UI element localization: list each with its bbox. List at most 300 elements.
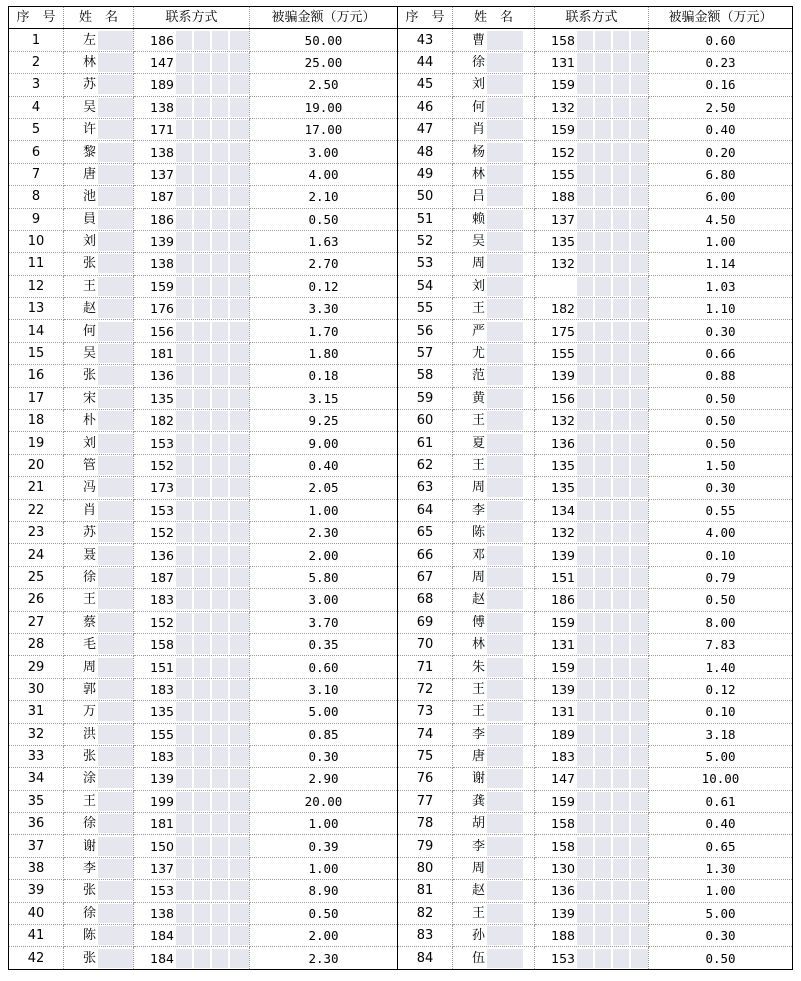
redacted-name-mask [487,389,523,408]
cell-seq: 41 [9,925,64,947]
surname: 赖 [471,211,485,227]
cell-seq: 53 [398,253,453,275]
redacted-name-mask [98,881,133,900]
table-row [9,521,793,543]
phone-prefix: 135 [551,480,575,496]
phone-prefix: 189 [551,726,575,742]
surname: 林 [82,54,96,70]
cell-name [453,477,535,499]
redacted-phone-mask [176,590,250,609]
cell-seq: 36 [9,813,64,835]
phone-prefix: 184 [150,928,174,944]
cell-amount: 0.20 [649,141,793,163]
table-row [9,857,793,879]
table-row [9,678,793,700]
table-row [9,477,793,499]
phone-prefix: 150 [150,838,174,854]
cell-name [64,230,134,252]
redacted-name-mask [98,277,133,296]
redacted-name-mask [487,411,523,430]
phone-prefix: 138 [150,99,174,115]
cell-amount: 2.90 [250,768,398,790]
cell-amount: 0.30 [649,925,793,947]
redacted-phone-mask [577,187,649,206]
phone-prefix: 136 [150,368,174,384]
redacted-phone-mask [577,344,649,363]
cell-seq: 20 [9,454,64,476]
redacted-name-mask [98,322,133,341]
cell-contact [535,29,649,51]
redacted-phone-mask [176,613,250,632]
redacted-phone-mask [577,546,649,565]
cell-contact [535,253,649,275]
cell-seq: 37 [9,835,64,857]
cell-name [453,701,535,723]
cell-name [453,74,535,96]
cell-seq: 74 [398,723,453,745]
cell-name [453,902,535,924]
redacted-name-mask [98,98,133,117]
redacted-name-mask [98,299,133,318]
cell-amount: 0.40 [649,813,793,835]
redacted-phone-mask [176,658,250,677]
redacted-name-mask [98,120,133,139]
redacted-name-mask [487,881,523,900]
redacted-name-mask [487,366,523,385]
table-row [9,29,793,51]
cell-contact [535,768,649,790]
redacted-phone-mask [577,635,649,654]
cell-name [64,701,134,723]
table-row [9,566,793,588]
cell-contact [535,74,649,96]
cell-contact [134,186,250,208]
cell-seq: 2 [9,51,64,73]
redacted-phone-mask [176,478,250,497]
cell-seq: 25 [9,566,64,588]
cell-contact [535,432,649,454]
redacted-phone-mask [176,949,250,968]
phone-prefix: 153 [551,950,575,966]
cell-name [64,835,134,857]
cell-seq: 24 [9,544,64,566]
cell-contact [134,768,250,790]
cell-name [453,365,535,387]
cell-contact [535,342,649,364]
redacted-name-mask [98,75,133,94]
cell-amount: 0.60 [649,29,793,51]
cell-seq: 71 [398,656,453,678]
redacted-phone-mask [577,568,649,587]
cell-name [453,454,535,476]
cell-name [453,745,535,767]
surname: 李 [82,861,96,877]
surname: 左 [82,32,96,48]
table-row [9,723,793,745]
phone-prefix: 132 [551,413,575,429]
redacted-phone-mask [577,501,649,520]
cell-name [64,96,134,118]
phone-prefix: 159 [551,77,575,93]
table-row [9,611,793,633]
cell-name [453,768,535,790]
cell-amount: 2.70 [250,253,398,275]
redacted-phone-mask [577,254,649,273]
phone-prefix: 186 [150,32,174,48]
table-row [9,454,793,476]
redacted-name-mask [487,322,523,341]
redacted-phone-mask [176,680,250,699]
cell-name [453,410,535,432]
cell-name [64,432,134,454]
redacted-phone-mask [577,143,649,162]
surname: 陈 [471,525,485,541]
phone-prefix: 138 [150,905,174,921]
redacted-phone-mask [577,31,649,50]
phone-prefix: 175 [551,323,575,339]
redacted-name-mask [98,53,133,72]
cell-name [453,298,535,320]
cell-name [453,633,535,655]
redacted-phone-mask [176,568,250,587]
redacted-phone-mask [577,165,649,184]
cell-name [453,141,535,163]
cell-contact [134,611,250,633]
redacted-name-mask [487,725,523,744]
cell-seq: 17 [9,387,64,409]
cell-name [64,454,134,476]
redacted-name-mask [487,254,523,273]
redacted-phone-mask [577,658,649,677]
surname: 龚 [471,793,485,809]
redacted-name-mask [487,344,523,363]
cell-seq: 79 [398,835,453,857]
phone-prefix: 171 [150,122,174,138]
redacted-phone-mask [176,837,250,856]
cell-contact [134,790,250,812]
cell-contact [535,745,649,767]
header-amount: 被骗金额（万元） [250,7,398,29]
cell-seq: 38 [9,857,64,879]
cell-contact [134,320,250,342]
cell-contact [134,701,250,723]
redacted-phone-mask [176,456,250,475]
table-row [9,342,793,364]
redacted-phone-mask [577,434,649,453]
cell-name [453,163,535,185]
surname: 周 [471,569,485,585]
redacted-name-mask [98,366,133,385]
redacted-name-mask [98,501,133,520]
cell-amount: 4.00 [250,163,398,185]
surname: 池 [82,189,96,205]
phone-prefix: 155 [551,346,575,362]
phone-prefix: 159 [551,122,575,138]
surname: 林 [471,637,485,653]
cell-amount: 0.30 [649,477,793,499]
cell-seq: 4 [9,96,64,118]
table-row [9,902,793,924]
phone-prefix: 152 [150,614,174,630]
cell-contact [134,163,250,185]
cell-contact [535,835,649,857]
cell-name [453,790,535,812]
redacted-name-mask [98,389,133,408]
redacted-name-mask [98,478,133,497]
surname: 刘 [471,278,485,294]
redacted-name-mask [487,546,523,565]
cell-name [453,925,535,947]
phone-prefix: 153 [150,883,174,899]
cell-name [453,499,535,521]
cell-seq: 59 [398,387,453,409]
cell-name [64,857,134,879]
phone-prefix: 153 [150,435,174,451]
table-row [9,589,793,611]
cell-seq: 56 [398,320,453,342]
cell-seq: 5 [9,118,64,140]
phone-prefix: 135 [551,234,575,250]
cell-amount: 3.18 [649,723,793,745]
surname: 张 [82,950,96,966]
phone-prefix: 131 [551,704,575,720]
surname: 唐 [471,749,485,765]
cell-name [64,790,134,812]
cell-name [64,208,134,230]
table-row [9,633,793,655]
cell-amount: 1.00 [649,880,793,902]
cell-contact [134,454,250,476]
surname: 林 [471,166,485,182]
redacted-phone-mask [176,546,250,565]
phone-prefix: 176 [150,301,174,317]
cell-amount: 2.00 [250,925,398,947]
cell-contact [134,745,250,767]
redacted-name-mask [487,143,523,162]
redacted-name-mask [487,680,523,699]
surname: 周 [471,861,485,877]
surname: 王 [471,681,485,697]
cell-amount: 6.00 [649,186,793,208]
redacted-phone-mask [176,277,250,296]
cell-name [64,611,134,633]
table-row [9,947,793,969]
table-row [9,432,793,454]
cell-seq: 51 [398,208,453,230]
cell-amount: 0.12 [649,678,793,700]
cell-seq: 57 [398,342,453,364]
redacted-name-mask [98,725,133,744]
cell-contact [134,29,250,51]
cell-amount: 2.50 [250,74,398,96]
cell-seq: 46 [398,96,453,118]
cell-contact [134,947,250,969]
redacted-name-mask [98,456,133,475]
phone-prefix: 151 [551,569,575,585]
surname: 李 [471,726,485,742]
cell-contact [134,253,250,275]
cell-name [453,96,535,118]
cell-name [64,589,134,611]
cell-amount: 1.00 [649,230,793,252]
cell-amount: 0.40 [250,454,398,476]
cell-amount: 0.16 [649,74,793,96]
cell-name [64,298,134,320]
redacted-phone-mask [176,254,250,273]
cell-amount: 1.10 [649,298,793,320]
table-row [9,253,793,275]
cell-amount: 10.00 [649,768,793,790]
redacted-name-mask [98,232,133,251]
cell-name [64,880,134,902]
redacted-phone-mask [577,210,649,229]
cell-amount: 0.40 [649,118,793,140]
cell-seq: 28 [9,633,64,655]
cell-seq: 19 [9,432,64,454]
cell-amount: 19.00 [250,96,398,118]
cell-amount: 1.30 [649,857,793,879]
phone-prefix: 187 [150,569,174,585]
phone-prefix: 152 [551,144,575,160]
cell-seq: 64 [398,499,453,521]
cell-name [453,880,535,902]
redacted-name-mask [98,31,133,50]
table-row [9,365,793,387]
cell-amount: 0.30 [250,745,398,767]
surname: 周 [471,480,485,496]
cell-contact [535,701,649,723]
header-amount: 被骗金额（万元） [649,7,793,29]
phone-prefix: 139 [150,234,174,250]
surname: 苏 [82,525,96,541]
redacted-name-mask [98,210,133,229]
redacted-name-mask [98,769,133,788]
surname: 何 [82,323,96,339]
cell-amount: 0.50 [250,902,398,924]
cell-name [453,521,535,543]
surname: 肖 [471,122,485,138]
cell-seq: 48 [398,141,453,163]
cell-contact [535,51,649,73]
surname: 伍 [471,950,485,966]
cell-name [64,678,134,700]
redacted-name-mask [487,501,523,520]
surname: 冯 [82,480,96,496]
cell-name [64,51,134,73]
cell-amount: 2.10 [250,186,398,208]
cell-amount: 5.00 [250,701,398,723]
redacted-name-mask [487,814,523,833]
cell-name [453,208,535,230]
redacted-name-mask [98,926,133,945]
cell-contact [134,656,250,678]
phone-prefix: 156 [551,390,575,406]
redacted-name-mask [487,635,523,654]
cell-name [64,499,134,521]
cell-name [64,387,134,409]
table-row [9,320,793,342]
redacted-phone-mask [577,98,649,117]
cell-name [64,544,134,566]
phone-prefix: 152 [150,525,174,541]
surname: 王 [471,458,485,473]
redacted-phone-mask [577,411,649,430]
redacted-name-mask [98,165,133,184]
redacted-name-mask [98,590,133,609]
cell-seq: 15 [9,342,64,364]
header-name: 姓 名 [453,7,535,29]
cell-name [453,186,535,208]
cell-seq: 34 [9,768,64,790]
table-row [9,118,793,140]
redacted-phone-mask [176,411,250,430]
redacted-name-mask [98,904,133,923]
cell-amount: 0.35 [250,633,398,655]
cell-name [64,768,134,790]
redacted-phone-mask [577,75,649,94]
cell-contact [134,51,250,73]
surname: 王 [82,592,96,608]
table-row [9,51,793,73]
redacted-phone-mask [577,769,649,788]
redacted-name-mask [98,792,133,811]
redacted-phone-mask [176,725,250,744]
redacted-name-mask [98,747,133,766]
cell-contact [134,342,250,364]
redacted-phone-mask [176,98,250,117]
redacted-phone-mask [577,926,649,945]
redacted-phone-mask [176,53,250,72]
cell-name [64,29,134,51]
table-row [9,163,793,185]
redacted-name-mask [487,859,523,878]
cell-contact [535,186,649,208]
phone-prefix: 136 [551,883,575,899]
redacted-name-mask [487,187,523,206]
cell-amount: 9.00 [250,432,398,454]
redacted-name-mask [487,120,523,139]
cell-amount: 5.00 [649,902,793,924]
cell-seq: 69 [398,611,453,633]
phone-prefix: 153 [150,502,174,518]
cell-amount: 0.23 [649,51,793,73]
cell-name [64,947,134,969]
surname: 李 [471,838,485,854]
redacted-name-mask [98,434,133,453]
cell-amount: 0.66 [649,342,793,364]
redacted-phone-mask [577,53,649,72]
cell-seq: 7 [9,163,64,185]
cell-seq: 3 [9,74,64,96]
header-name: 姓 名 [64,7,134,29]
cell-amount: 0.85 [250,723,398,745]
cell-contact [535,925,649,947]
cell-seq: 22 [9,499,64,521]
surname: 范 [471,368,485,384]
cell-name [453,118,535,140]
cell-amount: 0.61 [649,790,793,812]
cell-amount: 9.25 [250,410,398,432]
cell-contact [535,365,649,387]
phone-prefix: 159 [551,614,575,630]
redacted-name-mask [98,680,133,699]
redacted-phone-mask [176,366,250,385]
cell-name [453,320,535,342]
cell-amount: 1.14 [649,253,793,275]
phone-prefix: 132 [551,525,575,541]
cell-contact [535,678,649,700]
phone-prefix: 159 [551,659,575,675]
